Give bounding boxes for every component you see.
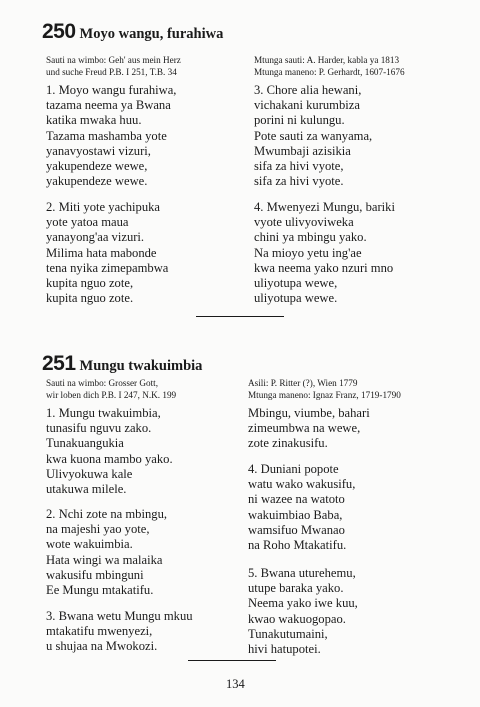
verse-line: 4. Mwenyezi Mungu, bariki xyxy=(254,200,395,214)
hymn-number: 251 xyxy=(42,352,76,375)
verse-line: uliyotupa wewe. xyxy=(254,291,338,306)
verse-line: Tunakutumaini, xyxy=(248,626,328,641)
verse-line: Mbingu, viumbe, bahari xyxy=(248,406,370,420)
hymn-250-verse-3 xyxy=(254,83,372,189)
verse-line: 1. Moyo wangu furahiwa, xyxy=(46,83,177,97)
verse-line: wakusifu mbinguni xyxy=(46,567,144,582)
verse-line: wote wakuimbia. xyxy=(46,537,133,552)
verse-line: yanayong'aa vizuri. xyxy=(46,230,145,245)
verse-line: Mwumbaji azisikia xyxy=(254,143,351,158)
verse-line: 5. Bwana uturehemu, xyxy=(248,566,356,580)
verse-line: uliyotupa wewe, xyxy=(254,276,338,291)
verse-line: 2. Miti yote yachipuka xyxy=(46,200,161,214)
hymn-251-verse-5 xyxy=(248,566,358,657)
hymn-250-verse-1 xyxy=(46,83,176,189)
verse-line: yakupendeze wewe, xyxy=(46,159,148,174)
verse-line: Hata wingi wa malaika xyxy=(46,552,163,567)
hymn-name: Moyo wangu, furahiwa xyxy=(79,26,224,42)
verse-line: watu wako wakusifu, xyxy=(248,477,356,492)
verse-line: mtakatifu mwenyezi, xyxy=(46,624,153,639)
verse-line: na Roho Mtakatifu. xyxy=(248,538,347,553)
verse-line: kupita nguo zote. xyxy=(46,291,134,306)
hymn-251-verse-2 xyxy=(46,507,167,598)
verse-line: 3. Chore alia hewani, xyxy=(254,83,362,97)
hymn-251-title xyxy=(42,352,202,376)
verse-line: yakupendeze wewe. xyxy=(46,174,148,189)
verse-line: tazama neema ya Bwana xyxy=(46,98,171,113)
verse-line: Ulivyokuwa kale xyxy=(46,466,133,481)
verse-line: 4. Duniani popote xyxy=(248,462,339,476)
verse-line: kwa kuona mambo yako. xyxy=(46,451,173,466)
verse-line: 2. Nchi zote na mbingu, xyxy=(46,507,168,521)
verse-line: sifa za hivi vyote, xyxy=(254,159,344,174)
hymn-250-tune-info xyxy=(46,55,181,78)
verse-line: hivi hatupotei. xyxy=(248,642,321,657)
verse-line: chini ya mbingu yako. xyxy=(254,230,367,245)
hymn-251-verse-3 xyxy=(46,609,193,655)
verse-line: na majeshi yao yote, xyxy=(46,522,150,537)
verse-line: vichakani kurumbiza xyxy=(254,98,360,113)
verse-line: wamsifuo Mwanao xyxy=(248,522,345,537)
hymn-251-verse-4 xyxy=(248,462,355,553)
verse-line: sifa za hivi vyote. xyxy=(254,174,344,189)
verse-line: wakuimbiao Baba, xyxy=(248,507,343,522)
hymn-251-verse-1 xyxy=(46,406,173,497)
verse-line: Ee Mungu mtakatifu. xyxy=(46,583,154,598)
meta-line: Sauti na wimbo: Grosser Gott, xyxy=(46,378,159,388)
verse-line: Tunakuangukia xyxy=(46,436,124,451)
verse-line: ni wazee na watoto xyxy=(248,492,345,507)
hymn-250-verse-2 xyxy=(46,200,168,306)
verse-line: porini ni kulungu. xyxy=(254,113,345,128)
verse-line: yanavyostawi vizuri, xyxy=(46,143,151,158)
hymn-name: Mungu twakuimbia xyxy=(79,358,203,374)
verse-line: zimeumbwa na wewe, xyxy=(248,421,361,436)
meta-line: Sauti na wimbo: Geh' aus mein Herz xyxy=(46,55,181,65)
section-divider xyxy=(188,660,276,661)
hymn-250-verse-4 xyxy=(254,200,395,306)
meta-line: Asili: P. Ritter (?), Wien 1779 xyxy=(248,378,358,388)
verse-line: Tazama mashamba yote xyxy=(46,128,167,143)
verse-line: kwao wakuogopao. xyxy=(248,611,346,626)
meta-line: wir loben dich P.B. I 247, N.K. 199 xyxy=(46,389,177,400)
meta-line: Mtunga maneno: Ignaz Franz, 1719-1790 xyxy=(248,389,401,400)
hymn-251-author-info xyxy=(248,378,401,401)
verse-line: kupita nguo zote, xyxy=(46,276,134,291)
verse-line: tena nyika zimepambwa xyxy=(46,260,169,275)
verse-line: zote zinakusifu. xyxy=(248,436,328,451)
hymn-250-title xyxy=(42,20,223,44)
verse-line: 3. Bwana wetu Mungu mkuu xyxy=(46,609,193,623)
verse-line: Na mioyo yetu ing'ae xyxy=(254,245,362,260)
verse-line: 1. Mungu twakuimbia, xyxy=(46,406,161,420)
page-number: 134 xyxy=(226,677,245,691)
section-divider xyxy=(196,316,284,317)
verse-line: tunasifu nguvu zako. xyxy=(46,421,152,436)
verse-line: katika mwaka huu. xyxy=(46,113,142,128)
hymn-250-author-info xyxy=(254,55,405,78)
meta-line: Mtunga sauti: A. Harder, kabla ya 1813 xyxy=(254,55,400,65)
verse-line: Pote sauti za wanyama, xyxy=(254,128,373,143)
verse-line: yote yatoa maua xyxy=(46,215,129,230)
verse-line: utakuwa milele. xyxy=(46,482,127,497)
hymn-251-verse-3-continued xyxy=(248,406,370,452)
verse-line: Milima hata mabonde xyxy=(46,245,157,260)
verse-line: u shujaa na Mwokozi. xyxy=(46,639,158,654)
verse-line: kwa neema yako nzuri mno xyxy=(254,260,394,275)
verse-line: utupe baraka yako. xyxy=(248,581,344,596)
verse-line: Neema yako iwe kuu, xyxy=(248,596,358,611)
verse-line: vyote ulivyoviweka xyxy=(254,215,354,230)
meta-line: und suche Freud P.B. I 251, T.B. 34 xyxy=(46,66,177,77)
meta-line: Mtunga maneno: P. Gerhardt, 1607-1676 xyxy=(254,66,405,77)
hymn-number: 250 xyxy=(42,20,76,43)
hymn-251-tune-info xyxy=(46,378,176,401)
